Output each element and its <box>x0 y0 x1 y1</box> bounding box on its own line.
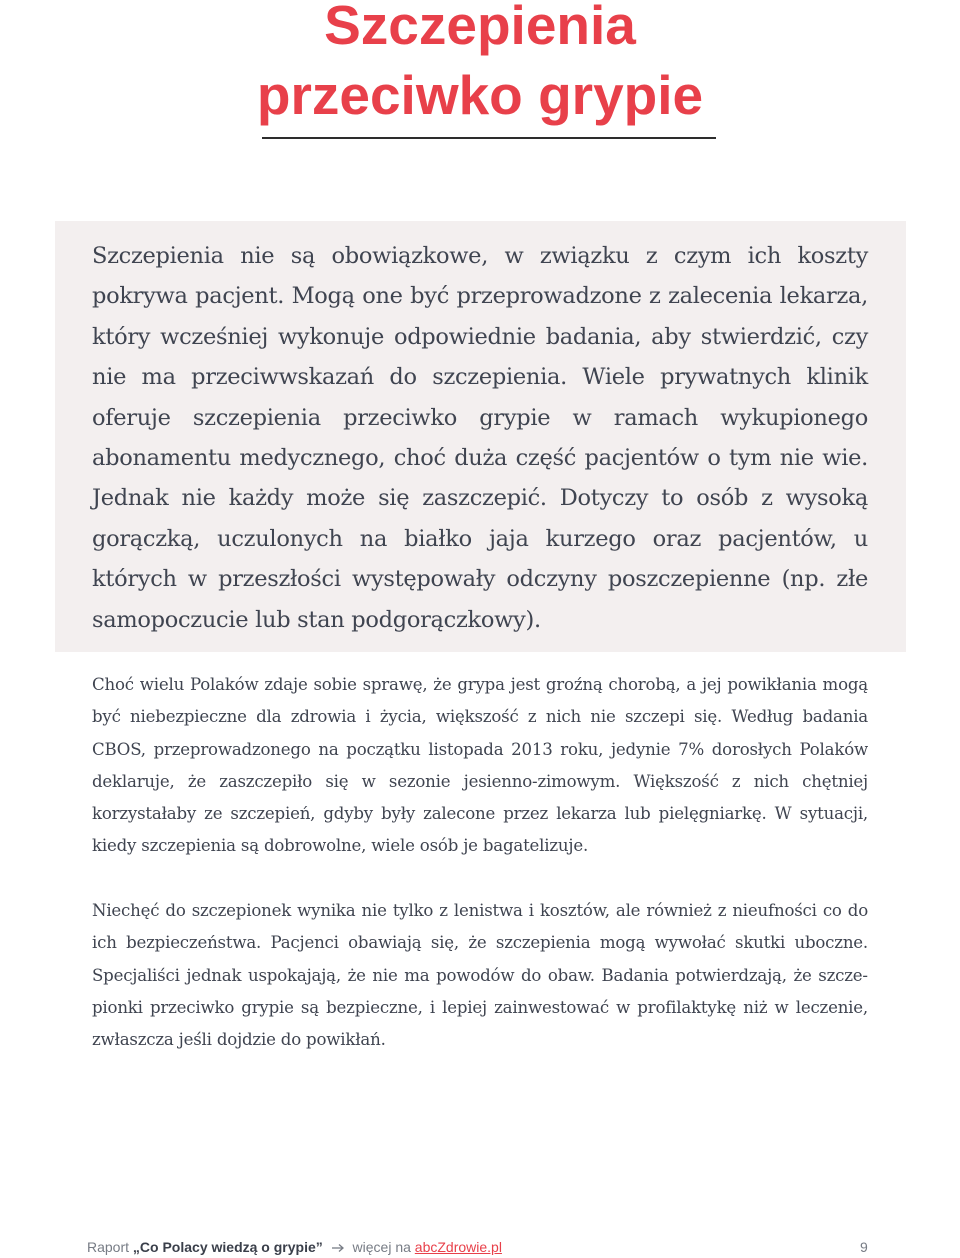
title-underline-divider <box>262 137 716 139</box>
body-paragraph-2: Niechęć do szczepionek wynika nie tylko z lenistwa i kosztów, ale również z nieufności co do ich bezpieczeństwa. Pacjenci obawiają się, że szczepienia mogą wywołać skutki uboczne. Specjaliści jednak uspokajają, że nie ma powodów do obaw. Badania potwierdzają, że szczepionki przeciwko grypie są bezpieczne, i lepiej zainwestować w profilaktykę niż w leczenie, zwłaszcza jeśli dojdzie do powikłań. <box>92 901 868 1050</box>
page-footer <box>0 1236 960 1258</box>
footer-more-label: więcej na <box>352 1239 411 1255</box>
page-number: 9 <box>860 1239 868 1255</box>
arrow-right-icon <box>331 1236 345 1258</box>
footer-report-info <box>87 1236 502 1258</box>
page-title-line-1: Szczepienia <box>324 0 636 56</box>
highlight-box-text: Szczepienia nie są obowiązkowe, w związku z czym ich koszty pokrywa pacjent. Mogą one być przeprowadzone z zalecenia lekarza, który wcześniej wykonuje odpowiednie badania, aby stwierdzić, czy nie ma przeciwwskazań do szczepienia. Wiele prywatnych klinik oferuje szczepienia przeciwko grypie w ramach wykupionego abonamentu medycznego, choć duża część pacjentów o tym nie wie. Jednak nie każdy może się zaszczepić. Dotyczy to osób z wysoką gorączką, uczulonych na białko jaja kurzego oraz pacjentów, u których w przeszłości występowały odczyny poszczepienne (np. złe samopoczucie lub stan podgorączkowy). <box>92 243 868 633</box>
page-title-line-2: przeciwko grypie <box>256 64 704 126</box>
footer-site-link[interactable]: abcZdrowie.pl <box>414 1239 502 1255</box>
footer-report-title: „Co Polacy wiedzą o grypie” <box>132 1239 323 1255</box>
body-paragraph-1: Choć wielu Polaków zdaje sobie sprawę, że grypa jest groźną chorobą, a jej powikłania mogą być niebezpieczne dla zdrowia i życia, większość z nich nie szczepi się. Według badania CBOS, przeprowadzonego na początku listopada 2013 roku, jedynie 7% dorosłych Polaków deklaruje, że zaszczepiło się w sezonie jesienno-zimowym. Większość z nich chętniej korzystałaby ze szczepień, gdyby były zalecone przez lekarza lub pielęgniarkę. W sytuacji, kiedy szczepienia są dobrowolne, wiele osób je bagatelizuje. <box>92 675 868 856</box>
footer-report-label: Raport <box>87 1239 130 1255</box>
